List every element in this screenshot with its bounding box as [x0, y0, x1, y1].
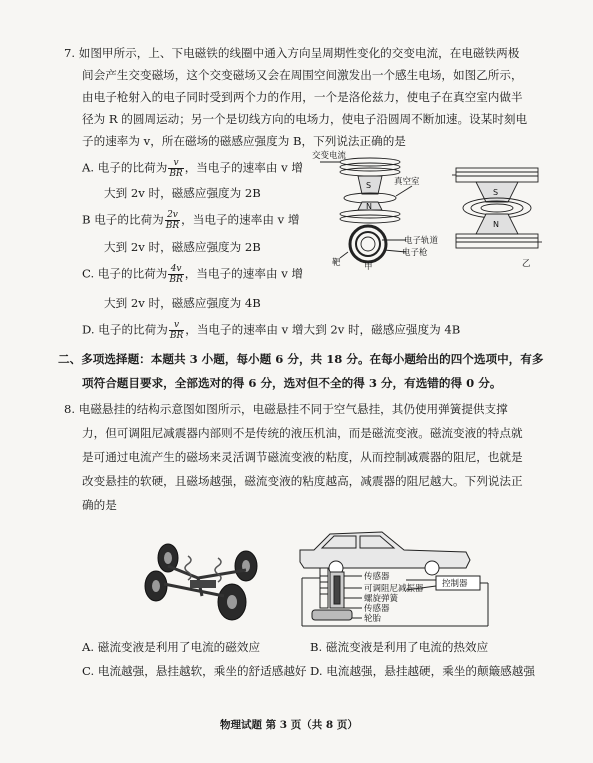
diagram-wheel: 轮胎: [364, 614, 382, 624]
diagram-sensor-bottom: 传感器: [364, 604, 390, 614]
q7-stem-line-2: 间会产生交变磁场，这个交变磁场又会在周围空间激发出一个感生电场，如图乙所示，: [82, 68, 523, 82]
q7-stem-line-1: 7. 如图甲所示，上、下电磁铁的线圈中通入方向呈周期性变化的交变电流，在电磁铁两极: [64, 46, 520, 60]
fraction: $\frac{2v}{BR}$: [165, 210, 180, 231]
fig-yi-n-label: N: [493, 220, 499, 229]
q8-stem-line-2: 力，但可调阻尼减震器内部则不是传统的液压机油，而是磁流变液。磁流变液的特点就: [82, 426, 523, 440]
q7-option-b: B 电子的比荷为 $\frac{2v}{BR}$ ，当电子的速率由 v 增: [82, 210, 300, 231]
diagram-sensor-top: 传感器: [364, 572, 390, 582]
q8-option-d: D. 电流越强，悬挂越硬，乘坐的颠簸感越强: [310, 664, 535, 678]
section2-heading-line-2: 项符合题目要求，全部选对的得 6 分，选对但不全的得 3 分，有选错的得 0 分。: [82, 376, 502, 390]
diagram-damper: 可调阻尼减振器: [364, 584, 424, 594]
q7-stem-line-4: 径为 R 的圆周运动；另一个是切线方向的电场力，使电子沿圆周不断加速。设某时刻电: [82, 112, 528, 126]
figure-yi: [452, 162, 542, 274]
fig-yi-caption: 乙: [522, 259, 531, 269]
fig-jia-target-label: 靶: [332, 258, 341, 268]
q7-option-c-line2: 大到 2v 时，磁感应强度为 4B: [104, 296, 261, 310]
q7-option-a-line2: 大到 2v 时，磁感应强度为 2B: [104, 186, 261, 200]
diagram-spring: 螺旋弹簧: [364, 594, 399, 604]
section2-heading-line-1: 二、多项选择题：本题共 3 小题，每小题 6 分，共 18 分。在每小题给出的四个选项中，有多: [58, 352, 544, 366]
fraction: $\frac{4v}{BR}$: [169, 264, 183, 285]
q8-option-a: A. 磁流变液是利用了电流的磁效应: [82, 640, 261, 654]
q8-stem-line-1: 8. 电磁悬挂的结构示意图如图所示，电磁悬挂不同于空气悬挂，其仍使用弹簧提供支撑: [64, 402, 508, 416]
q7-stem-line-3: 由电子枪射入的电子同时受到两个力的作用，一个是洛伦兹力，使电子在真空室内做半: [82, 90, 523, 104]
q8-stem-line-3: 是可通过电流产生的磁场来灵活调节磁流变液的粘度，从而控制减震器的阻尼，也就是: [82, 450, 523, 464]
q7-option-c: C. 电子的比荷为 $\frac{4v}{BR}$ ，当电子的速率由 v 增: [82, 264, 304, 285]
q8-stem-line-5: 确的是: [82, 498, 117, 512]
q7-option-a: A. 电子的比荷为 $\frac{v}{BR}$ ，当电子的速率由 v 增: [82, 158, 303, 179]
q8-stem-line-4: 改变悬挂的软硬，且磁场越强，磁流变液的粘度越高，减震器的阻尼越大。下列说法正: [82, 474, 523, 488]
suspension-diagram: [296, 518, 492, 636]
fig-jia-caption: 甲: [364, 262, 373, 272]
fig-jia-n-label: N: [366, 202, 372, 211]
q8-option-b: B. 磁流变液是利用了电流的热效应: [310, 640, 489, 654]
fig-jia-vacuum-label: 真空室: [394, 177, 420, 187]
q7-option-b-line2: 大到 2v 时，磁感应强度为 2B: [104, 240, 261, 254]
fig-jia-orbit-label: 电子轨道: [404, 236, 439, 246]
q8-option-c: C. 电流越强，悬挂越软，乘坐的舒适感越好: [82, 664, 307, 678]
q7-stem-line-5: 子的速率为 v，所在磁场的磁感应强度为 B，下列说法正确的是: [82, 134, 406, 148]
suspension-photo: [128, 536, 288, 626]
diagram-controller: 控制器: [442, 579, 468, 589]
fraction: $\frac{v}{BR}$: [169, 320, 184, 341]
fig-jia-s-label: S: [366, 181, 372, 190]
fig-jia-ac-label: 交变电流: [312, 151, 347, 161]
fig-jia-gun-label: 电子枪: [402, 248, 428, 258]
page-footer: 物理试题 第 3 页（共 8 页）: [220, 719, 358, 731]
fig-yi-s-label: S: [493, 188, 499, 197]
fraction: $\frac{v}{BR}$: [169, 158, 183, 179]
q7-option-d: D. 电子的比荷为 $\frac{v}{BR}$ ，当电子的速率由 v 增大到 2v 时，磁感应强度为 4B: [82, 320, 461, 341]
figure-jia: [312, 148, 448, 272]
